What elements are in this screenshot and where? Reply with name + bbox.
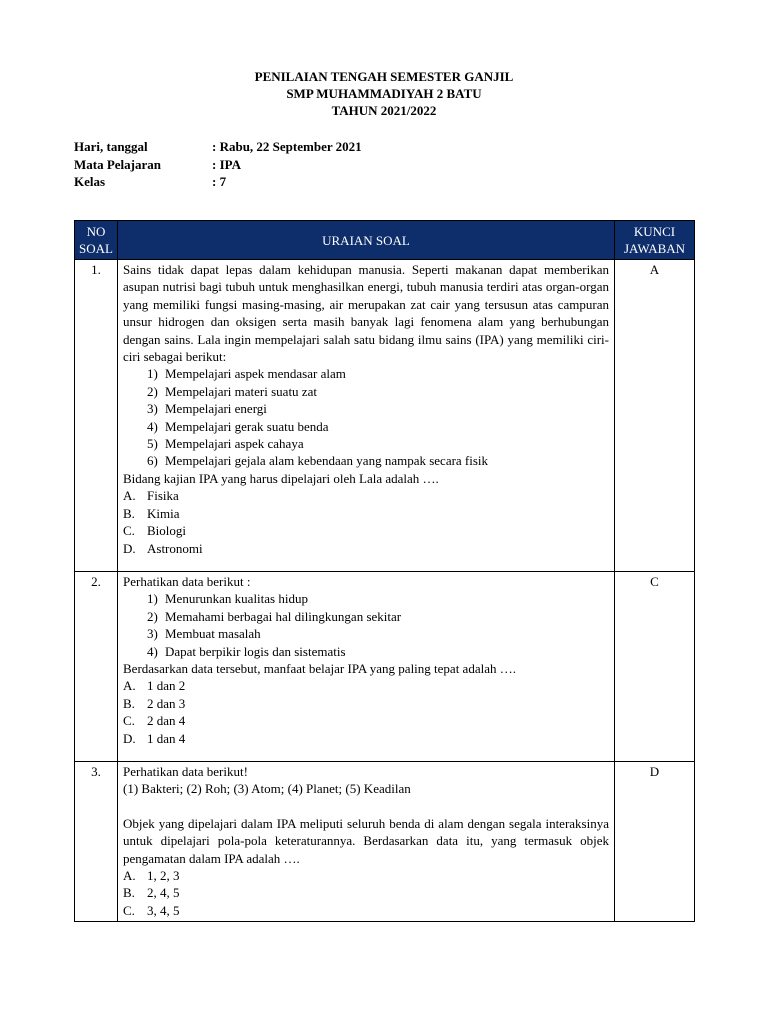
list-marker: 1) bbox=[147, 366, 158, 382]
option-text: 1 dan 2 bbox=[147, 678, 186, 694]
list-item bbox=[147, 400, 609, 417]
list-marker: 4) bbox=[147, 418, 158, 434]
question-intro: Perhatikan data berikut! bbox=[123, 763, 248, 779]
data-list bbox=[123, 590, 609, 660]
list-marker: 3) bbox=[147, 401, 158, 417]
school-name: SMP MUHAMMADIYAH 2 BATU bbox=[286, 86, 482, 101]
question-number: 3. bbox=[75, 761, 118, 921]
answer-option bbox=[123, 730, 609, 747]
question-content bbox=[118, 761, 615, 921]
list-item bbox=[147, 452, 609, 469]
list-text: Mempelajari energi bbox=[165, 401, 267, 417]
exam-title: PENILAIAN TENGAH SEMESTER GANJIL bbox=[254, 69, 514, 84]
answer-options bbox=[123, 487, 609, 557]
option-letter: A. bbox=[123, 678, 136, 694]
option-text: Kimia bbox=[147, 505, 180, 521]
option-text: Biologi bbox=[147, 523, 187, 539]
info-value: : IPA bbox=[212, 156, 242, 172]
spacer bbox=[123, 798, 609, 815]
option-letter: B. bbox=[123, 885, 135, 901]
info-row-subject bbox=[74, 156, 362, 174]
exam-title-block bbox=[0, 68, 768, 119]
question-prompt: Berdasarkan data tersebut, manfaat belajar IPA yang paling tepat adalah …. bbox=[123, 660, 516, 676]
question-number: 2. bbox=[75, 571, 118, 761]
answer-option bbox=[123, 695, 609, 712]
list-marker: 1) bbox=[147, 591, 158, 607]
answer-option bbox=[123, 884, 609, 901]
list-text: Mempelajari aspek cahaya bbox=[165, 436, 304, 452]
option-text: 3, 4, 5 bbox=[147, 902, 180, 918]
list-text: Memahami berbagai hal dilingkungan sekitar bbox=[165, 608, 402, 624]
option-letter: A. bbox=[123, 868, 136, 883]
option-text: 1, 2, 3 bbox=[147, 868, 180, 883]
option-letter: D. bbox=[123, 730, 136, 746]
list-text: Mempelajari aspek mendasar alam bbox=[165, 366, 346, 382]
list-text: Dapat berpikir logis dan sistematis bbox=[165, 643, 346, 659]
answer-key: A bbox=[615, 260, 695, 572]
question-number: 1. bbox=[75, 260, 118, 572]
option-text: 1 dan 4 bbox=[147, 730, 186, 746]
question-row bbox=[75, 571, 695, 761]
option-letter: B. bbox=[123, 695, 135, 711]
list-item bbox=[147, 643, 609, 660]
list-item bbox=[147, 383, 609, 400]
question-prompt: Objek yang dipelajari dalam IPA meliputi seluruh benda di alam dengan segala interaksinya untuk dipelajari pola-pola keteraturannya. Berdasarkan data itu, yang termasuk objek pengamatan dalam IPA adalah …. bbox=[123, 815, 609, 866]
info-row-date bbox=[74, 138, 362, 156]
table-header-row bbox=[75, 221, 695, 260]
info-value: : Rabu, 22 September 2021 bbox=[212, 139, 362, 154]
list-text: Mempelajari gejala alam kebendaan yang nampak secara fisik bbox=[165, 453, 489, 469]
list-item bbox=[147, 435, 609, 452]
option-letter: C. bbox=[123, 902, 135, 918]
list-marker: 3) bbox=[147, 626, 158, 642]
info-row-class bbox=[74, 173, 362, 191]
option-letter: D. bbox=[123, 540, 136, 556]
list-item bbox=[147, 625, 609, 642]
exam-info bbox=[74, 138, 362, 191]
question-content bbox=[118, 260, 615, 572]
header-text: NO bbox=[86, 224, 106, 239]
header-text: KUNCI bbox=[633, 224, 676, 239]
header-text: JAWABAN bbox=[623, 241, 686, 256]
list-item bbox=[147, 418, 609, 435]
answer-option bbox=[123, 522, 609, 539]
question-intro: Sains tidak dapat lepas dalam kehidupan manusia. Seperti makanan dapat memberikan asupan nutrisi bagi tubuh untuk menghasilkan energi, tubuh manusia terdiri atas organ-organ yang memiliki fungsi masing-masing, air merupakan zat cair yang tersusun atas campuran unsur hidrogen dan oksigen serta masih banyak lagi fenomena alam yang berhubungan dengan sains. Lala ingin mempelajari salah satu bidang ilmu sains (IPA) yang memiliki ciri-ciri sebagai berikut: bbox=[123, 262, 609, 365]
answer-options bbox=[123, 677, 609, 747]
data-line: (1) Bakteri; (2) Roh; (3) Atom; (4) Planet; (5) Keadilan bbox=[123, 781, 411, 797]
question-table bbox=[74, 220, 695, 922]
answer-option bbox=[123, 540, 609, 557]
info-label: Kelas bbox=[74, 174, 106, 189]
answer-option bbox=[123, 902, 609, 919]
option-text: Astronomi bbox=[147, 540, 203, 556]
option-text: 2 dan 4 bbox=[147, 713, 186, 729]
header-no-soal bbox=[75, 221, 118, 260]
answer-key: D bbox=[615, 761, 695, 921]
criteria-list bbox=[123, 365, 609, 469]
list-text: Membuat masalah bbox=[165, 626, 261, 642]
list-item bbox=[147, 608, 609, 625]
answer-options bbox=[123, 867, 609, 919]
list-marker: 2) bbox=[147, 383, 158, 399]
list-item bbox=[147, 590, 609, 607]
question-prompt: Bidang kajian IPA yang harus dipelajari oleh Lala adalah …. bbox=[123, 470, 439, 486]
list-text: Menurunkan kualitas hidup bbox=[165, 591, 308, 607]
list-marker: 5) bbox=[147, 436, 158, 452]
option-text: Fisika bbox=[147, 488, 179, 504]
list-text: Mempelajari gerak suatu benda bbox=[165, 418, 329, 434]
question-intro: Perhatikan data berikut : bbox=[123, 573, 251, 589]
question-row bbox=[75, 761, 695, 921]
option-letter: C. bbox=[123, 713, 135, 729]
option-text: 2, 4, 5 bbox=[147, 885, 180, 901]
list-marker: 6) bbox=[147, 453, 158, 469]
option-letter: C. bbox=[123, 523, 135, 539]
list-item bbox=[147, 365, 609, 382]
question-content bbox=[118, 571, 615, 761]
option-letter: B. bbox=[123, 505, 135, 521]
header-uraian-soal: URAIAN SOAL bbox=[118, 221, 615, 260]
list-marker: 2) bbox=[147, 608, 158, 624]
answer-option bbox=[123, 867, 609, 884]
answer-option bbox=[123, 677, 609, 694]
header-kunci-jawaban bbox=[615, 221, 695, 260]
list-text: Mempelajari materi suatu zat bbox=[165, 383, 317, 399]
school-year: TAHUN 2021/2022 bbox=[331, 103, 437, 118]
info-label: Hari, tanggal bbox=[74, 139, 148, 154]
option-letter: A. bbox=[123, 488, 136, 504]
info-label: Mata Pelajaran bbox=[74, 156, 162, 172]
header-text: SOAL bbox=[79, 241, 113, 256]
question-row bbox=[75, 260, 695, 572]
answer-option bbox=[123, 505, 609, 522]
info-value: : 7 bbox=[212, 174, 227, 189]
list-marker: 4) bbox=[147, 643, 158, 659]
option-text: 2 dan 3 bbox=[147, 695, 186, 711]
answer-key: C bbox=[615, 571, 695, 761]
answer-option bbox=[123, 487, 609, 504]
answer-option bbox=[123, 712, 609, 729]
